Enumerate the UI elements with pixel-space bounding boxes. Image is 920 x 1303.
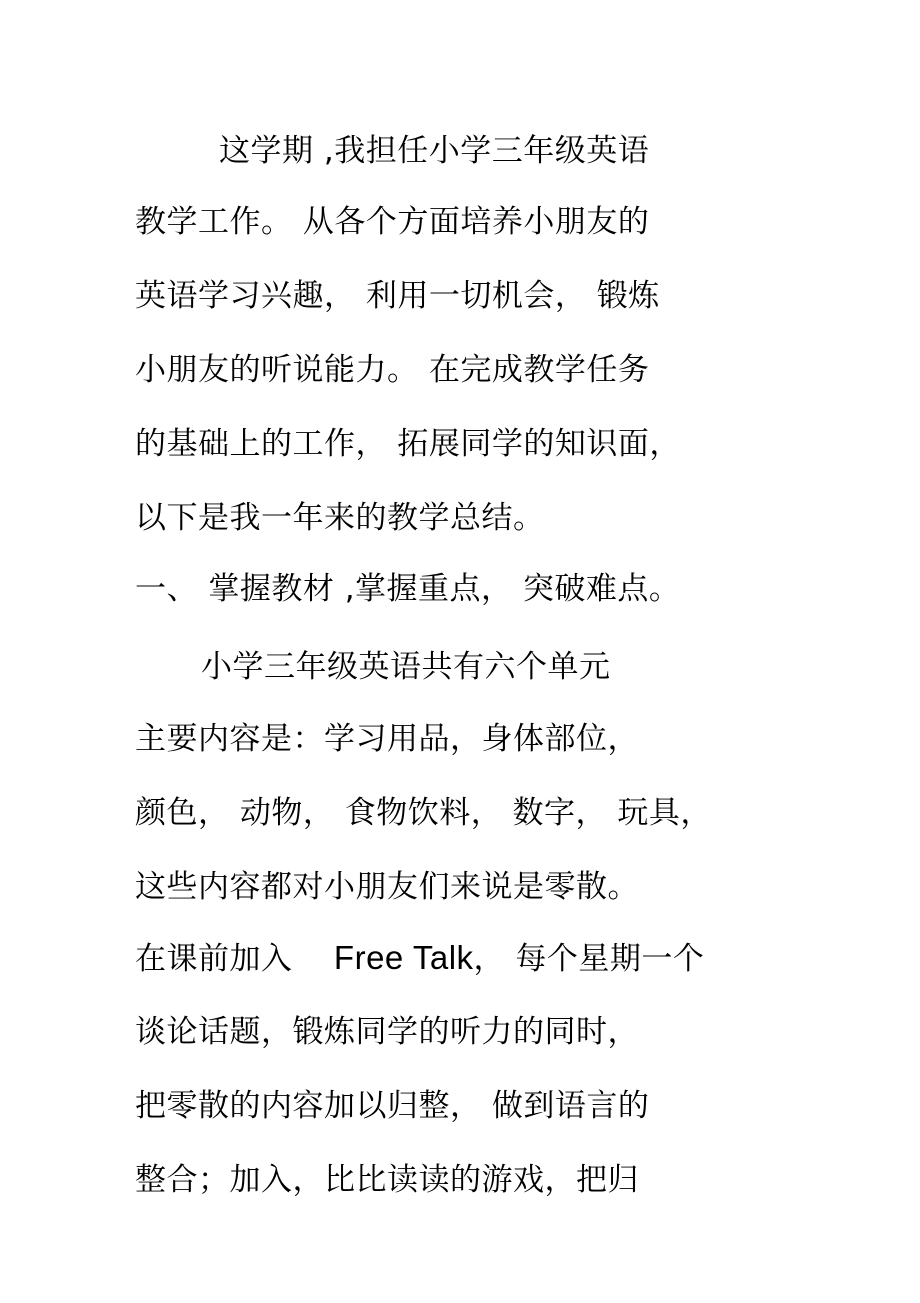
paragraph-line: 这学期 ,我担任小学三年级英语	[219, 133, 650, 169]
paragraph-line: 把零散的内容加以归整， 做到语言的	[135, 1088, 650, 1124]
free-talk-term: Free Talk	[333, 939, 474, 976]
paragraph-line: 教学工作。 从各个方面培养小朋友的	[135, 204, 650, 240]
line-text-before: 在课前加入	[135, 941, 293, 977]
paragraph-line: 整合；加入，比比读读的游戏，把归	[135, 1162, 639, 1198]
paragraph-line: 英语学习兴趣， 利用一切机会， 锻炼	[135, 278, 660, 314]
paragraph-line: 主要内容是：学习用品，身体部位，	[135, 721, 639, 757]
paragraph-line: 小学三年级英语共有六个单元	[201, 649, 611, 685]
section-heading: 一、 掌握教材 ,掌握重点， 突破难点。	[135, 571, 681, 607]
paragraph-line: 以下是我一年来的教学总结。	[135, 500, 545, 536]
paragraph-line	[135, 938, 704, 978]
paragraph-line: 这些内容都对小朋友们来说是零散。	[135, 869, 639, 905]
line-text-after: ， 每个星期一个	[473, 941, 705, 977]
paragraph-line: 谈论话题，锻炼同学的听力的同时，	[135, 1014, 639, 1050]
paragraph-line: 的基础上的工作， 拓展同学的知识面，	[135, 426, 681, 462]
paragraph-line: 小朋友的听说能力。 在完成教学任务	[135, 352, 650, 388]
paragraph-line: 颜色， 动物， 食物饮料， 数字， 玩具，	[135, 795, 712, 831]
